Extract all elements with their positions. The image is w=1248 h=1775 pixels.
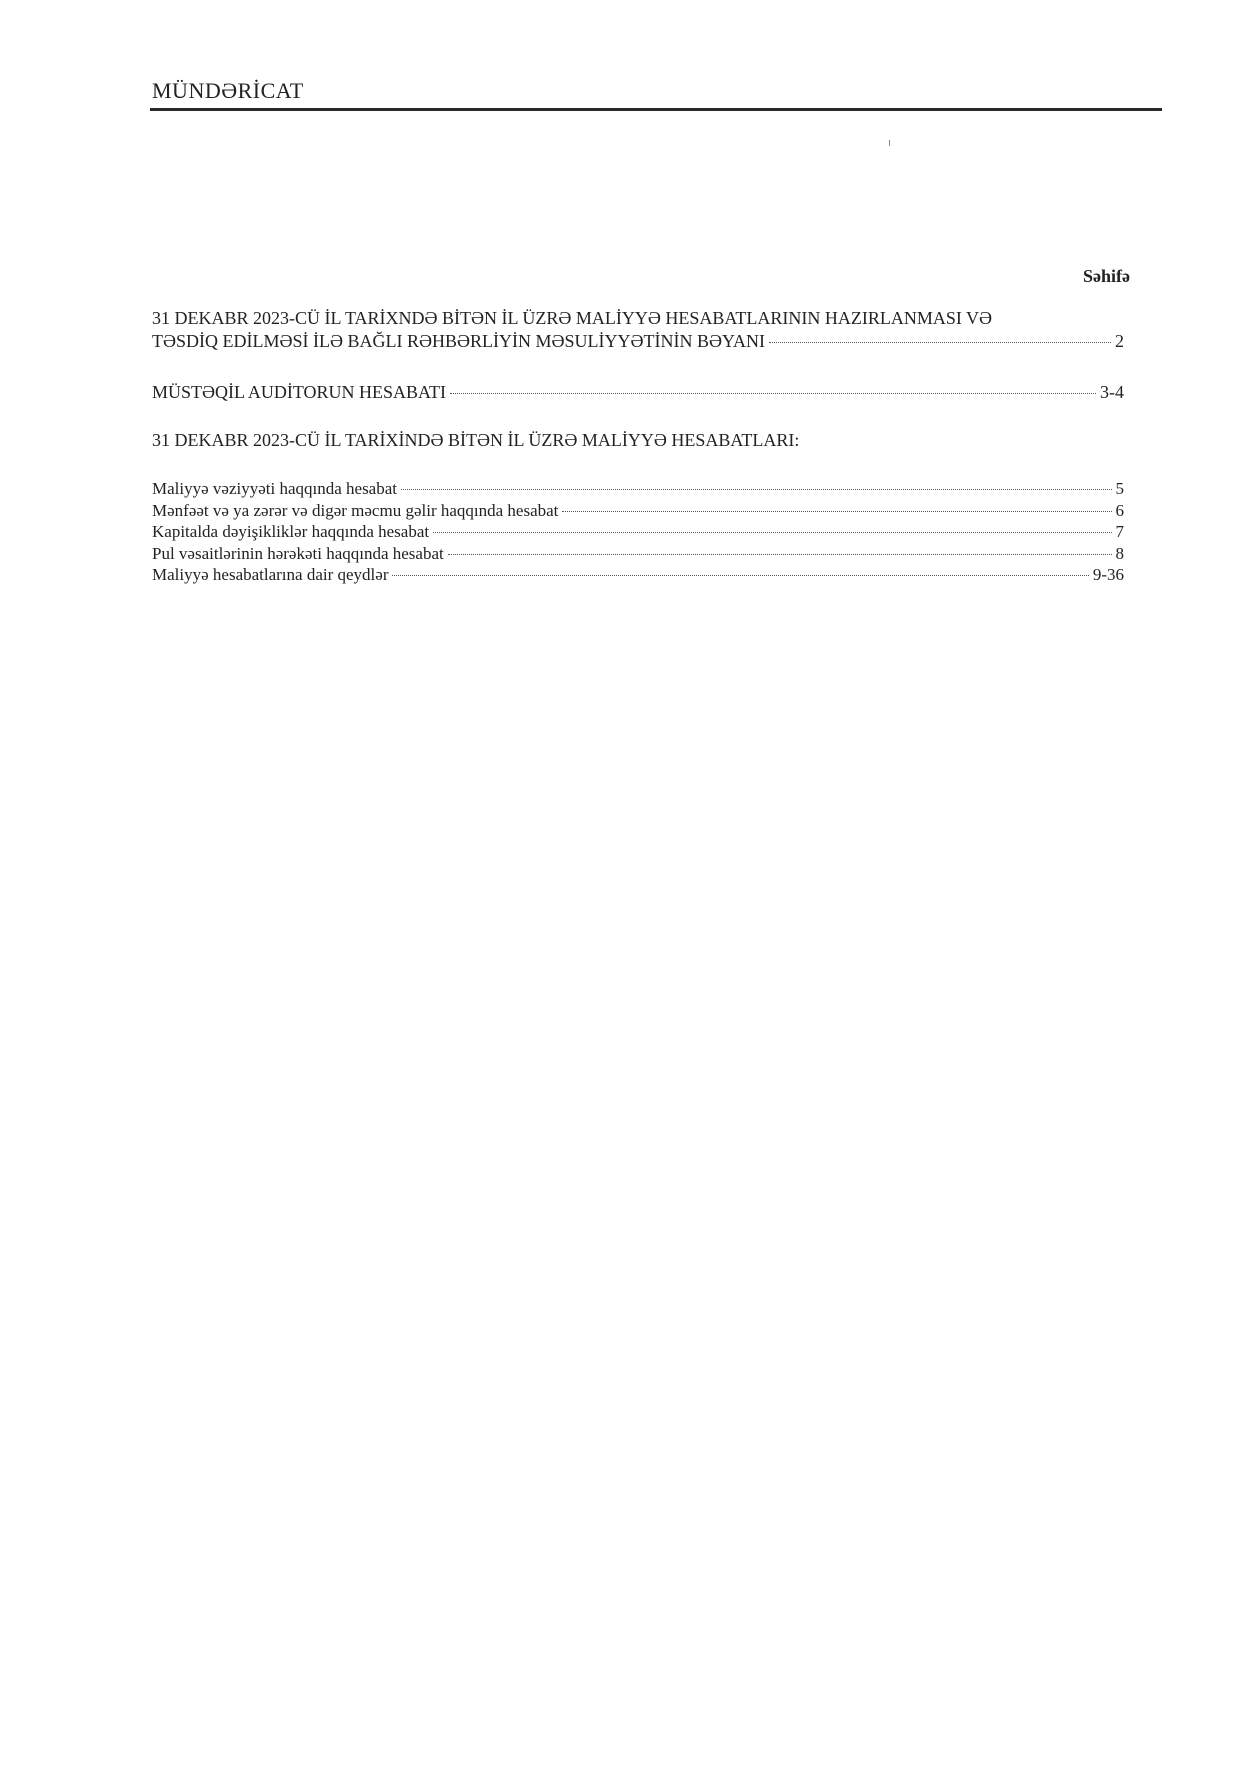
- toc-section-auditor-report: [152, 381, 1124, 404]
- toc-leader-dots: [769, 342, 1111, 343]
- toc-page-number: 2: [1115, 331, 1124, 351]
- toc-row: [152, 478, 1124, 500]
- toc-leader-dots: [433, 532, 1111, 533]
- toc-financial-statements-list: [152, 478, 1124, 586]
- toc-row: [152, 500, 1124, 522]
- toc-entry-text: Maliyyə vəziyyəti haqqında hesabat: [152, 479, 397, 498]
- toc-leader-dots: [450, 393, 1096, 394]
- toc-row: [152, 521, 1124, 543]
- toc-page-number: 9-36: [1092, 565, 1124, 584]
- toc-row: [152, 543, 1124, 565]
- toc-leader-dots: [562, 511, 1111, 512]
- toc-entry-text: Mənfəət və ya zərər və digər məcmu gəlir haqqında hesabat: [152, 500, 559, 520]
- toc-page-number: 7: [1115, 522, 1124, 541]
- toc-row: [152, 330, 1124, 353]
- toc-page-number: 8: [1115, 543, 1124, 563]
- toc-page-number: 5: [1115, 479, 1124, 498]
- toc-leader-dots: [448, 554, 1112, 555]
- toc-page-number: 3-4: [1100, 382, 1124, 402]
- toc-leader-dots: [392, 575, 1088, 576]
- header-divider: [150, 108, 1162, 111]
- scan-mark: [889, 140, 890, 146]
- toc-entry-text: Pul vəsaitlərinin hərəkəti haqqında hesabat: [152, 543, 444, 563]
- page-column-label: Səhifə: [1083, 266, 1130, 286]
- toc-leader-dots: [401, 489, 1112, 490]
- toc-row: [152, 381, 1124, 404]
- toc-section-line: 31 DEKABR 2023-CÜ İL TARİXNDƏ BİTƏN İL ÜZRƏ MALİYYƏ HESABATLARININ HAZIRLANMASI VƏ: [152, 308, 993, 328]
- toc-section-heading: 31 DEKABR 2023-CÜ İL TARİXİNDƏ BİTƏN İL ÜZRƏ MALİYYƏ HESABATLARI:: [152, 430, 800, 450]
- toc-entry-text: TƏSDİQ EDİLMƏSİ İLƏ BAĞLI RƏHBƏRLİYİN MƏSULİYYƏTİNİN BƏYANI: [152, 331, 765, 351]
- page-title: MÜNDƏRİCAT: [152, 78, 304, 103]
- toc-section-management-statement: [152, 307, 1124, 353]
- toc-page-number: 6: [1115, 500, 1124, 520]
- toc-entry-text: MÜSTƏQİL AUDİTORUN HESABATI: [152, 382, 447, 402]
- toc-section-financial-statements: [152, 429, 1124, 452]
- toc-entry-text: Maliyyə hesabatlarına dair qeydlər: [152, 565, 389, 584]
- toc-entry-text: Kapitalda dəyişikliklər haqqında hesabat: [152, 522, 430, 541]
- toc-row: [152, 564, 1124, 586]
